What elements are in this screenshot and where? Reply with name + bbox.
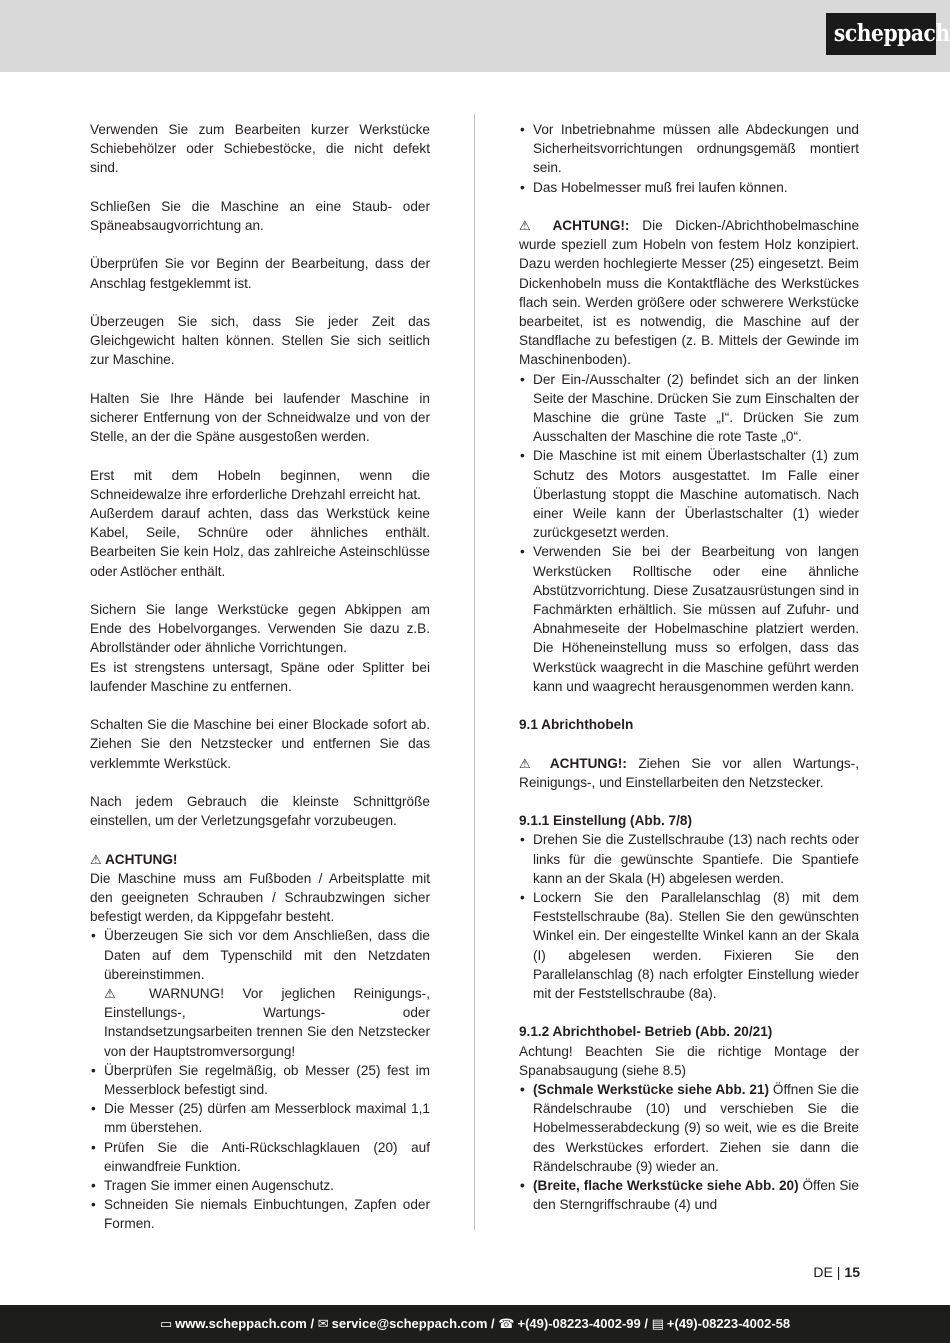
paragraph: Verwenden Sie zum Bearbeiten kurzer Werkstücke Schiebehölzer oder Schiebestöcke, die nicht defekt sind. <box>90 122 430 176</box>
paragraph: Überprüfen Sie vor Beginn der Bearbeitung, dass der Anschlag festgeklemmt ist. <box>90 256 430 291</box>
section-heading: 9.1 Abrichthobeln <box>519 717 634 733</box>
paragraph: Nach jedem Gebrauch die kleinste Schnittgröße einstellen, um der Verletzungsgefahr vorzubeugen. <box>90 793 430 829</box>
list-item: • Tragen Sie immer einen Augenschutz. <box>90 1176 430 1195</box>
fax-icon: ▤ <box>651 1316 664 1331</box>
warning-text: Die Maschine muss am Fußboden / Arbeitsplatte mit den geeigneten Schrauben / Schraubzwingen sicher befestigt werden, da Kippgefahr besteht. <box>90 870 430 925</box>
fax-number: +(49)-08223-4002-58 <box>666 1316 791 1331</box>
paragraph: Schließen Sie die Maschine an eine Staub- oder Späneabsaugvorrichtung an. <box>90 198 430 233</box>
paragraph: Sichern Sie lange Werkstücke gegen Abkippen am Ende des Hobelvorganges. Verwenden Sie dazu z.B. Abrollständer oder ähnliche Vorrichtungen. <box>90 601 430 656</box>
footer-bar: ▭ www.scheppach.com / ✉ service@scheppach.com / ☎ +(49)-08223-4002-99 / ▤ +(49)-08223-4002-58 <box>0 1305 950 1343</box>
warning-heading: ⚠ ACHTUNG! <box>90 851 178 867</box>
list-item: • Prüfen Sie die Anti-Rückschlagklauen (20) auf einwandfreie Funktion. <box>90 1138 430 1176</box>
list-item: • Der Ein-/Ausschalter (2) befindet sich an der linken Seite der Maschine. Drücken Sie zum Einschalten der Maschine die grüne Taste „I“. Drücken Sie zum Ausschalten der Maschine die rote Taste „0“. <box>519 370 859 447</box>
list-item: • (Schmale Werkstücke siehe Abb. 21) Öffnen Sie die Rändelschraube (10) und verschieben Sie die Hobelmesserabdeckung (9) so weit, wie es die Breite des Werkstückes erfordert. Ziehen sie dann die Rändelschraube (9) wieder an. <box>519 1080 859 1176</box>
website-link[interactable]: www.scheppach.com <box>175 1316 307 1331</box>
column-divider <box>474 114 475 1230</box>
warning-paragraph: ⚠ ACHTUNG!: Die Dicken-/Abrichthobelmaschine wurde speziell zum Hobeln von festem Holz konzipiert. Dazu werden hochlegierte Messer (25) eingesetzt. Beim Dickenhobeln muss die Kontaktfläche des Werkstückes flach sein. Werden größere oder schwerere Werkstücke bearbeitet, ist es notwendig, die Maschine auf der Standflache zu befestigen (z. B. Mittels der Gewinde im Maschinenboden). <box>519 218 860 368</box>
warning-triangle-icon: ⚠ <box>519 218 540 233</box>
warning-triangle-icon: ⚠ <box>104 986 131 1001</box>
safety-list <box>90 926 430 1233</box>
list-item: • (Breite, flache Werkstücke siehe Abb. 20) Öffen Sie den Sterngriffschraube (4) und <box>519 1176 859 1214</box>
warning-triangle-icon: ⚠ <box>90 851 102 867</box>
phone-icon: ☎ <box>498 1316 515 1331</box>
left-column <box>90 120 430 1234</box>
operation-steps-list <box>519 1080 859 1214</box>
list-item: • Vor Inbetriebnahme müssen alle Abdeckungen und Sicherheitsvorrichtungen ordnungsgemäß montiert sein. <box>519 120 859 178</box>
page-number: DE | 15 <box>813 1264 860 1280</box>
list-item: • Verwenden Sie bei der Bearbeitung von langen Werkstücken Rolltische oder eine ähnliche Abstützvorrichtung. Diese Zusatzausrüstungen sind in Fachmärkten erhältlich. Sie müssen auf Zufuhr- und Abnahmeseite der Hobelmaschine platziert werden. Die Höheneinstellung muss so erfolgen, dass das Werkstück waagrecht in die Maschine geführt werden kann und waagrecht herausgenommen werden kann. <box>519 542 859 696</box>
paragraph: Es ist strengstens untersagt, Späne oder Splitter bei laufender Maschine zu entfernen. <box>90 659 430 694</box>
list-item: • Die Messer (25) dürfen am Messerblock maximal 1,1 mm überstehen. <box>90 1099 430 1137</box>
paragraph: Schalten Sie die Maschine bei einer Blockade sofort ab. Ziehen Sie den Netzstecker und entfernen Sie das verklemmte Werkstück. <box>90 717 430 771</box>
list-item: • Die Maschine ist mit einem Überlastschalter (1) zum Schutz des Motors ausgestattet. Im Falle einer Überlastung stoppt die Maschine automatisch. Nach einer Weile kann der Überlastschalter (1) wieder zurückgesetzt werden. <box>519 446 859 542</box>
subsection-heading: 9.1.1 Einstellung (Abb. 7/8) <box>519 813 692 829</box>
paragraph: Überzeugen Sie sich, dass Sie jeder Zeit das Gleichgewicht halten können. Stellen Sie sich seitlich zur Maschine. <box>90 313 430 368</box>
paragraph: Achtung! Beachten Sie die richtige Montage der Spanabsaugung (siehe 8.5) <box>519 1043 859 1078</box>
warning-triangle-icon: ⚠ <box>519 755 539 771</box>
list-item: • Überprüfen Sie regelmäßig, ob Messer (25) fest im Messerblock befestigt sind. <box>90 1061 430 1099</box>
list-item: • Lockern Sie den Parallelanschlag (8) mit dem Feststellschraube (8a). Stellen Sie den gewünschten Winkel ein. Der eingestellte Winkel kann an der Skala (I) abgelesen werden. Fixieren Sie den Parallelanschlag (8) nach erfolgter Einstellung wieder mit der Feststellschraube (8a). <box>519 888 859 1003</box>
phone-number: +(49)-08223-4002-99 <box>517 1316 641 1331</box>
monitor-icon: ▭ <box>159 1316 173 1331</box>
warning-paragraph: ⚠ ACHTUNG!: Ziehen Sie vor allen Wartungs-, Reinigungs-, und Einstellarbeiten den Netzstecker. <box>519 755 859 790</box>
paragraph: Außerdem darauf achten, dass das Werkstück keine Kabel, Seile, Schnüre oder ähnliches enthält. Bearbeiten Sie kein Holz, das zahlreiche Asteinschlüsse oder Astlöcher enthält. <box>90 505 430 579</box>
settings-list <box>519 830 859 1003</box>
subsection-heading: 9.1.2 Abrichthobel- Betrieb (Abb. 20/21) <box>519 1024 773 1040</box>
paragraph: Halten Sie Ihre Hände bei laufender Maschine in sicherer Entfernung von der Schneidwalze und von der Stelle, an der die Späne ausgestoßen werden. <box>90 390 430 445</box>
paragraph: Erst mit dem Hobeln beginnen, wenn die Schneidewalze ihre erforderliche Drehzahl erreicht hat. <box>90 467 430 502</box>
list-item: • Drehen Sie die Zustellschraube (13) nach rechts oder links für die gewünschte Spantiefe. Die Spantiefe kann an der Skala (H) abgelesen werden. <box>519 830 859 888</box>
email-link[interactable]: service@scheppach.com <box>331 1316 488 1331</box>
list-item: • Das Hobelmesser muß frei laufen können. <box>519 178 859 197</box>
brand-logo: scheppach <box>826 13 936 55</box>
right-column <box>519 120 859 1215</box>
operation-list <box>519 370 859 696</box>
list-item: • Überzeugen Sie sich vor dem Anschließen, dass die Daten auf dem Typenschild mit den Netzdaten übereinstimmen. ⚠ WARNUNG! Vor jeglichen Reinigungs-, Einstellungs-, Wartungs- oder Instandsetzungsarbeiten trennen Sie den Netzstecker von der Hauptstromversorgung! <box>90 926 430 1060</box>
mail-icon: ✉ <box>317 1316 329 1331</box>
list-item: • Schneiden Sie niemals Einbuchtungen, Zapfen oder Formen. <box>90 1195 430 1233</box>
intro-list <box>519 120 859 197</box>
header-bar <box>0 0 950 72</box>
